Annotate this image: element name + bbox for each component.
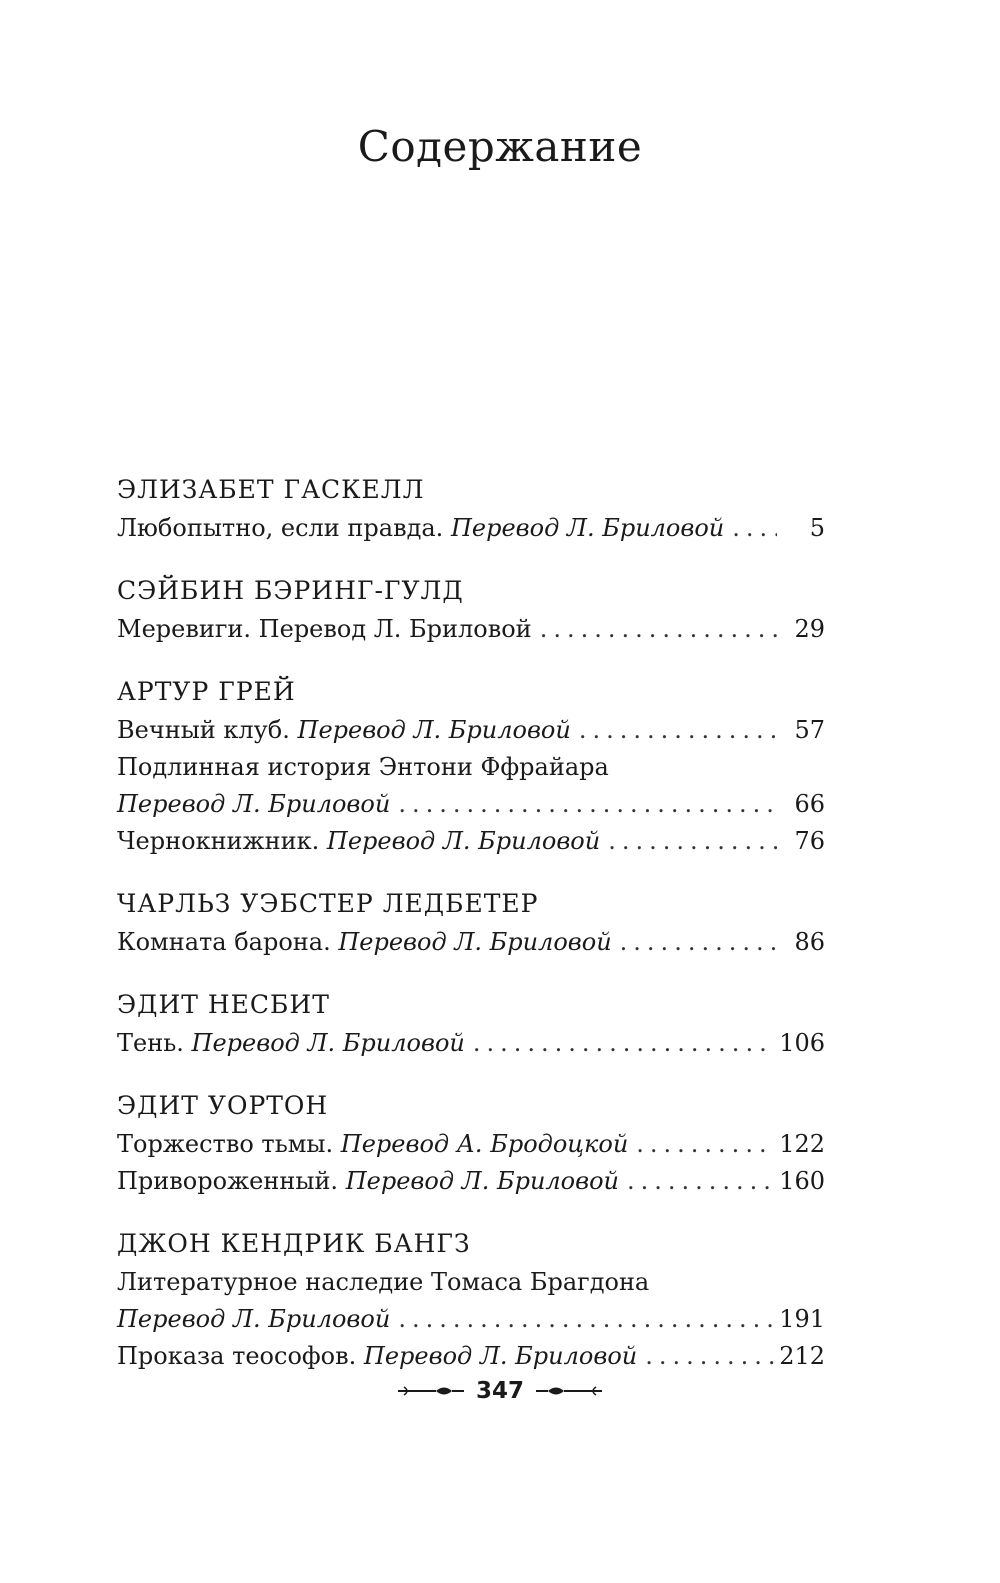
author-group	[117, 573, 825, 648]
author-group	[117, 1226, 825, 1375]
dot-leader	[398, 1301, 775, 1338]
entry-page-number: 212	[779, 1342, 825, 1370]
translator-credit: Перевод Л. Бриловой	[117, 790, 391, 818]
entry-page-number: 5	[809, 514, 825, 542]
entry-text	[117, 823, 600, 860]
author-name: ЭДИТ УОРТОН	[117, 1091, 329, 1120]
toc-entry[interactable]	[117, 1126, 825, 1163]
work-title: Любопытно, если правда.	[117, 514, 444, 542]
toc-entry[interactable]	[117, 1338, 825, 1375]
entry-text	[117, 1301, 390, 1338]
page-number: 347	[475, 1378, 524, 1404]
toc-entry[interactable]	[117, 1025, 825, 1062]
work-title: Меревиги. Перевод Л. Бриловой	[117, 615, 532, 643]
translator-credit: Перевод Л. Бриловой	[117, 1305, 391, 1333]
toc-entry[interactable]	[117, 712, 825, 749]
work-title: Чернокнижник.	[117, 827, 320, 855]
work-title: Подлинная история Энтони Ффрайара	[117, 753, 609, 781]
entry-text	[117, 924, 612, 961]
left-ornament-icon	[396, 1383, 466, 1399]
work-title: Вечный клуб.	[117, 716, 290, 744]
page-folio	[0, 1378, 1000, 1404]
author-group	[117, 674, 825, 860]
entry-page-number: 191	[779, 1305, 825, 1333]
dot-leader	[645, 1338, 775, 1375]
dot-leader	[627, 1163, 775, 1200]
translator-credit: Перевод Л. Бриловой	[363, 1342, 638, 1370]
dot-leader	[398, 786, 777, 823]
work-title: Проказа теософов.	[117, 1342, 357, 1370]
author-name: ДЖОН КЕНДРИК БАНГЗ	[117, 1229, 471, 1258]
toc-entry[interactable]	[117, 611, 825, 648]
translator-credit: Перевод Л. Бриловой	[191, 1029, 465, 1057]
entry-page-number: 160	[779, 1167, 825, 1195]
author-name: ЭЛИЗАБЕТ ГАСКЕЛЛ	[117, 475, 425, 504]
entry-page-number: 57	[794, 716, 825, 744]
dot-leader	[579, 712, 777, 749]
dot-leader	[540, 611, 777, 648]
toc-entry[interactable]	[117, 1163, 825, 1200]
work-title: Литературное наследие Томаса Брагдона	[117, 1268, 650, 1296]
entry-text	[117, 1025, 465, 1062]
dot-leader	[608, 823, 777, 860]
author-group	[117, 472, 825, 547]
toc-entry[interactable]	[117, 823, 825, 860]
entry-page-number: 106	[779, 1029, 825, 1057]
author-name: ЭДИТ НЕСБИТ	[117, 990, 330, 1019]
dot-leader	[473, 1025, 775, 1062]
work-title: Привороженный.	[117, 1167, 339, 1195]
entry-text	[117, 1338, 637, 1375]
author-name: АРТУР ГРЕЙ	[117, 677, 296, 706]
dot-leader	[620, 924, 777, 961]
work-title: Торжество тьмы.	[117, 1130, 334, 1158]
author-name: СЭЙБИН БЭРИНГ-ГУЛД	[117, 576, 464, 605]
translator-credit: Перевод Л. Бриловой	[450, 514, 725, 542]
entry-text	[117, 786, 390, 823]
entry-text	[117, 1126, 628, 1163]
page-title: Содержание	[357, 122, 643, 171]
translator-credit: Перевод Л. Бриловой	[345, 1167, 620, 1195]
author-group	[117, 1088, 825, 1200]
toc-entry[interactable]	[117, 924, 825, 961]
entry-page-number: 86	[794, 928, 825, 956]
entry-page-number: 66	[794, 790, 825, 818]
right-ornament-icon	[534, 1383, 604, 1399]
entry-text	[117, 1163, 619, 1200]
translator-credit: Перевод Л. Бриловой	[297, 716, 571, 744]
entry-text	[117, 712, 571, 749]
toc-entry[interactable]	[117, 786, 825, 823]
translator-credit: Перевод Л. Бриловой	[326, 827, 601, 855]
toc-entry[interactable]	[117, 1301, 825, 1338]
entry-page-number: 122	[779, 1130, 825, 1158]
author-group	[117, 987, 825, 1062]
author-group	[117, 886, 825, 961]
table-of-contents	[117, 472, 825, 1401]
toc-entry[interactable]	[117, 510, 825, 547]
author-name: ЧАРЛЬЗ УЭБСТЕР ЛЕДБЕТЕР	[117, 889, 539, 918]
entry-page-number: 29	[794, 615, 825, 643]
work-title: Комната барона.	[117, 928, 331, 956]
dot-leader	[732, 510, 777, 547]
dot-leader	[636, 1126, 775, 1163]
entry-text	[117, 611, 532, 648]
entry-page-number: 76	[794, 827, 825, 855]
translator-credit: Перевод Л. Бриловой	[338, 928, 612, 956]
entry-text	[117, 510, 724, 547]
translator-credit: Перевод А. Бродоцкой	[340, 1130, 629, 1158]
work-title: Тень.	[117, 1029, 184, 1057]
